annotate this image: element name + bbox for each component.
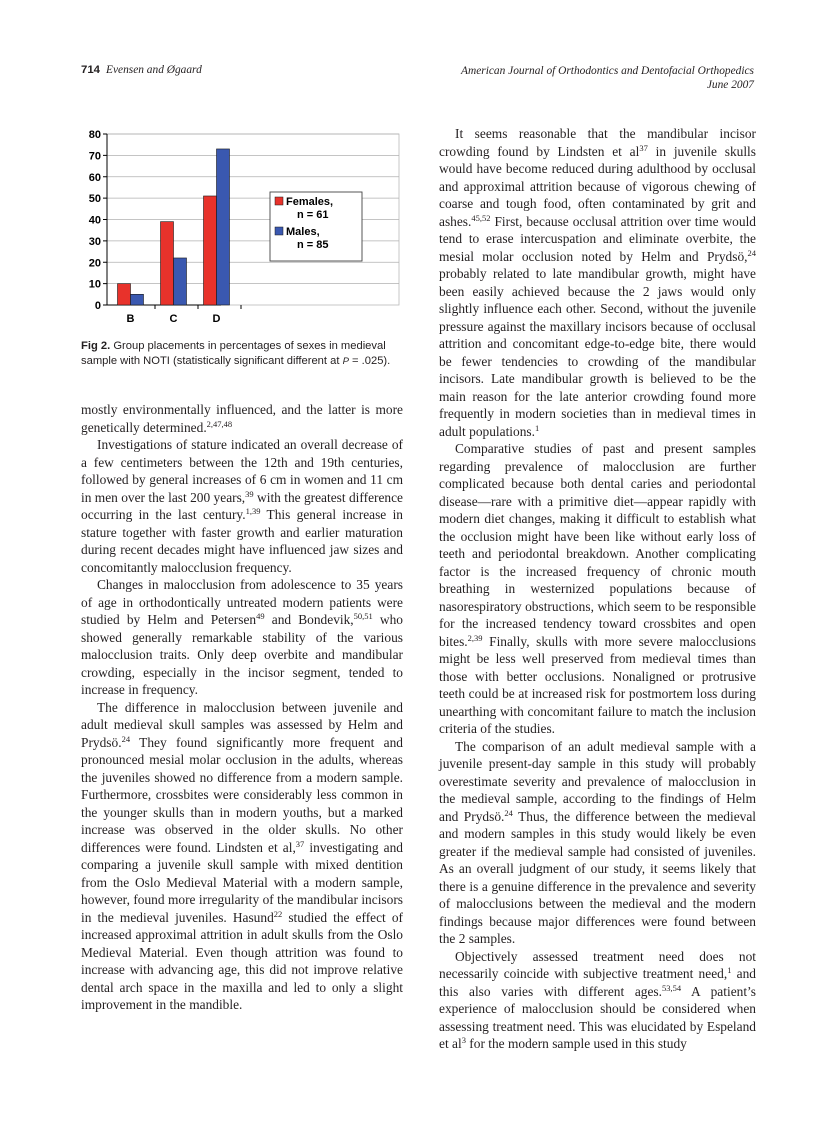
right-column (439, 125, 756, 1053)
citation: 2,39 (467, 632, 483, 643)
citation: 37 (295, 838, 305, 849)
bar (131, 294, 144, 305)
figure-label: Fig 2. (81, 340, 111, 352)
paragraph (81, 436, 403, 576)
text-run: The difference in malocclusion between juvenile and adult medieval skull samples was assessed by Helm and Prydsö. (81, 699, 403, 750)
y-tick-label: 10 (88, 278, 101, 291)
running-header-right (461, 64, 754, 92)
x-tick-label: C (169, 313, 178, 325)
text-run: in juvenile skulls would have become reduced during adulthood by occlusal and approximal attrition because of vigorous chewing of coarse and tough food, often contaminated by grit and ashes. (439, 143, 756, 229)
text-run: This general increase in stature together with faster growth and earlier maturation during recent decades might have influenced jaw sizes and concomitantly malocclusion frequency. (81, 507, 403, 575)
caption-p: P (342, 356, 349, 367)
text-run: with the greatest difference occurring in the last century. (81, 489, 403, 522)
x-tick-label: B (126, 313, 135, 325)
text-run: They found significantly more frequent and pronounced mesial molar occlusion in the adults, whereas the juveniles showed no difference from a modern sample. Furthermore, crossbites were considerably less common in the younger skulls than in modern youths, but a marked increase was observed in the older skulls. No other differences were found. Lindsten et al, (81, 734, 403, 855)
caption-text-b: = .025). (348, 355, 391, 367)
citation: 45,52 (471, 212, 491, 223)
text-run: Investigations of stature indicated an overall decrease of a few centimeters between the 12th and 19th centuries, followed by general increases of 6 cm in women and 11 cm in men over the last 200 years, (81, 437, 403, 505)
paragraph (439, 948, 756, 1053)
running-header-left (81, 64, 202, 76)
bar (118, 284, 131, 305)
citation: 53,54 (661, 982, 682, 993)
text-run: mostly environmentally influenced, and the latter is more genetically determined. (81, 402, 403, 435)
citation: 49 (256, 611, 265, 621)
y-tick-label: 40 (88, 214, 101, 227)
paragraph (81, 576, 403, 699)
legend-swatch (275, 227, 283, 235)
text-run: studied the effect of increased approximal attrition in adult skulls from the Oslo Medieval Material. Even though attrition was found to increase with advancing age, this did not improve relative dental arch space in the maxilla and led to only a slight improvement in the mandible. (81, 909, 403, 1012)
text-run: Objectively assessed treatment need does not necessarily coincide with subjective treatment need, (439, 948, 756, 981)
text-run: It seems reasonable that the mandibular incisor crowding found by Lindsten et al (439, 126, 756, 159)
figure-caption (81, 339, 403, 369)
citation: 2,47,48 (206, 418, 233, 429)
paragraph (81, 401, 403, 436)
text-run: who showed generally remarkable stability of the various malocclusion traits. Only deep overbite and mandibular crowding, especially in the incisor segment, tended to increase in frequency. (81, 612, 403, 697)
paragraph (439, 125, 756, 440)
text-run: Changes in malocclusion from adolescence to 35 years of age in orthodontically untreated modern patients were studied by Helm and Petersen (81, 577, 403, 627)
bar (204, 196, 217, 305)
legend-label-count: n = 85 (297, 239, 329, 251)
text-run: probably related to late mandibular growth, might have been easily achieved because the 2 jaws would only slightly influence each other. Second, without the juvenile pressure against the maxillary incisors because of occlusal attrition and concomitant edge-to-edge bite, there would be fewer tendencies to crowding of the mandibular incisors. Late mandibular growth is believed to be the main reason for the late anterior crowding found more frequently in modern societies than in medieval times in adult populations. (439, 266, 756, 439)
citation: 3 (461, 1035, 466, 1045)
y-tick-label: 50 (88, 193, 101, 206)
text-run: for the modern sample used in this study (465, 1036, 687, 1051)
text-run: Comparative studies of past and present samples regarding prevalence of malocclusion are further complicated because both dental caries and periodontal disease—rare with a primitive diet—appear rapidly with modern diet changes, making it difficult to establish what the occlusion might have been like without early loss of teeth and periodontal breakdown. Another complicating factor is the increased frequency of chronic mouth breathing in westernized populations because of nasorespiratory obstructions, which seem to be responsible for the increased tendency toward crossbites and open bites. (439, 441, 756, 649)
legend-label-count: n = 61 (297, 209, 329, 221)
y-tick-label: 60 (88, 171, 101, 184)
citation: 1 (727, 965, 732, 975)
issue-date: June 2007 (706, 79, 754, 91)
bar (161, 222, 174, 305)
citation: 39 (245, 488, 254, 499)
journal-name: American Journal of Orthodontics and Dentofacial Orthopedics (461, 65, 754, 77)
text-run: and this also varies with different ages. (439, 966, 756, 999)
text-run: investigating and comparing a juvenile skull sample with mixed dentition from the Oslo Medieval Material with a modern sample, however, found more irregularity of the mandibular incisors in the medieval juveniles. Hasund (81, 839, 403, 925)
left-column (81, 401, 403, 1014)
running-authors: Evensen and Øgaard (106, 64, 202, 76)
legend-label: Females, (286, 196, 334, 208)
text-run: Finally, skulls with more severe malocclusions might be less well preserved from medieval times than those with better occlusions. Nonaligned or protrusive teeth could be at increased risk for postmortem loss during unearthing with concomitant failure to match the inclusion criteria of the studies. (439, 633, 756, 736)
bar-chart (81, 125, 401, 337)
y-tick-label: 30 (88, 235, 101, 248)
figure-2-bar-chart (81, 125, 401, 337)
y-tick-label: 80 (88, 129, 101, 141)
citation: 37 (639, 142, 648, 153)
text-run: A patient’s experience of malocclusion should be considered when assessing treatment need. This was elucidated by Espeland et al (439, 983, 756, 1051)
text-run: The comparison of an adult medieval sample with a juvenile present-day sample in this study will probably overestimate severity and prevalence of malocclusion in the medieval sample, according to the findings of Helm and Prydsö. (439, 738, 756, 824)
paragraph (439, 738, 756, 948)
text-run: First, because occlusal attrition over time would tend to erase intercuspation and eliminate overbite, the mesial molar occlusion noted by Helm and Prydsö, (439, 213, 756, 264)
y-tick-label: 70 (88, 150, 101, 163)
caption-text-a: Group placements in percentages of sexes in medieval sample with NOTI (statistically significant different at (81, 340, 386, 367)
text-run: and Bondevik, (264, 612, 354, 627)
paragraph (439, 440, 756, 738)
paragraph (81, 699, 403, 1014)
bar (174, 258, 187, 305)
citation: 1 (534, 422, 540, 433)
page-number: 714 (81, 64, 101, 76)
x-tick-label: D (212, 313, 221, 325)
citation: 24 (121, 733, 131, 744)
citation: 1,39 (245, 506, 261, 516)
citation: 24 (504, 807, 513, 818)
bar (217, 149, 230, 305)
legend-swatch (275, 197, 283, 205)
citation: 50,51 (353, 611, 373, 621)
y-tick-label: 20 (88, 257, 101, 270)
legend-label: Males, (286, 226, 320, 238)
y-tick-label: 0 (94, 300, 101, 312)
citation: 22 (273, 908, 283, 919)
text-run: Thus, the difference between the medieval and modern samples in this study would likely be even greater if the medieval sample had consisted of juveniles. As an overall judgment of our study, it seems likely that there is a genuine difference in the prevalence and severity of malocclusions between the medieval and the modern findings because major differences were found between the 2 samples. (439, 808, 756, 946)
citation: 24 (747, 247, 756, 258)
